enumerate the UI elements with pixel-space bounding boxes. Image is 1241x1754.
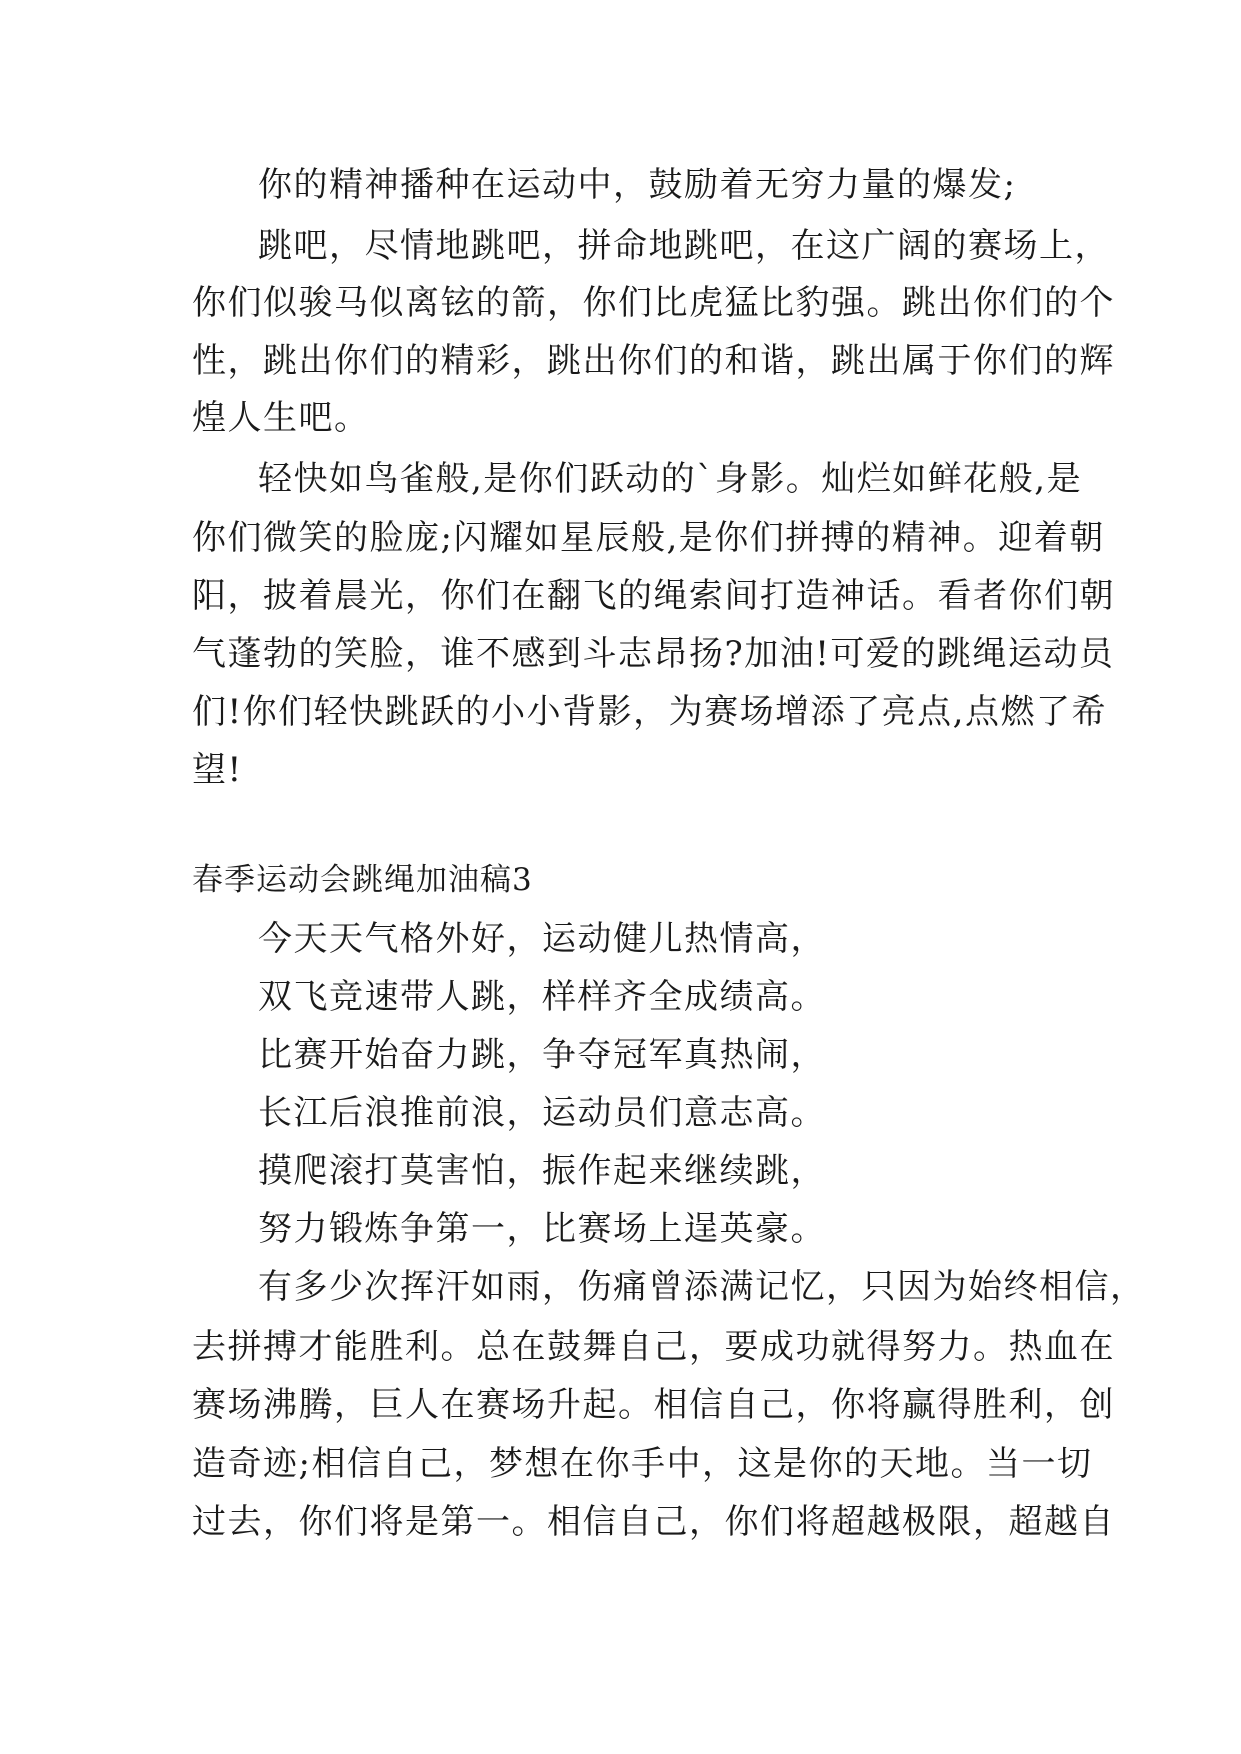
poem-line-2: 双飞竞速带人跳，样样齐全成绩高。	[258, 977, 826, 1017]
paragraph-3-line-3: 阳，披着晨光，你们在翻飞的绳索间打造神话。看者你们朝	[192, 576, 1115, 616]
paragraph-4-line-2: 去拼搏才能胜利。总在鼓舞自己，要成功就得努力。热血在	[192, 1327, 1115, 1367]
section-title: 春季运动会跳绳加油稿3	[192, 862, 533, 898]
paragraph-3-line-1: 轻快如鸟雀般,是你们跃动的`身影。灿烂如鲜花般,是	[258, 459, 1083, 499]
paragraph-2-line-2: 你们似骏马似离铉的箭，你们比虎猛比豹强。跳出你们的个	[192, 283, 1115, 323]
paragraph-3-line-2: 你们微笑的脸庞;闪耀如星辰般,是你们拼搏的精神。迎着朝	[192, 518, 1105, 558]
paragraph-2-line-1: 跳吧，尽情地跳吧，拼命地跳吧，在这广阔的赛场上，	[258, 226, 1110, 266]
paragraph-3-line-6: 望!	[192, 750, 243, 790]
paragraph-3-line-5: 们!你们轻快跳跃的小小背影，为赛场增添了亮点,点燃了希	[192, 692, 1107, 732]
paragraph-4-line-3: 赛场沸腾，巨人在赛场升起。相信自己，你将赢得胜利，创	[192, 1385, 1115, 1425]
paragraph-4-line-4: 造奇迹;相信自己，梦想在你手中，这是你的天地。当一切	[192, 1444, 1093, 1484]
poem-line-6: 努力锻炼争第一，比赛场上逞英豪。	[258, 1209, 826, 1249]
paragraph-4-line-5: 过去，你们将是第一。相信自己，你们将超越极限，超越自	[192, 1502, 1115, 1542]
poem-line-4: 长江后浪推前浪，运动员们意志高。	[258, 1093, 826, 1133]
poem-line-5: 摸爬滚打莫害怕，振作起来继续跳，	[258, 1151, 826, 1191]
poem-line-3: 比赛开始奋力跳，争夺冠军真热闹，	[258, 1035, 826, 1075]
paragraph-1-line-1: 你的精神播种在运动中，鼓励着无穷力量的爆发;	[258, 165, 1017, 205]
paragraph-2-line-3: 性，跳出你们的精彩，跳出你们的和谐，跳出属于你们的辉	[192, 341, 1115, 381]
paragraph-4-line-1: 有多少次挥汗如雨，伤痛曾添满记忆，只因为始终相信，	[258, 1267, 1146, 1307]
paragraph-3-line-4: 气蓬勃的笑脸，谁不感到斗志昂扬?加油!可爱的跳绳运动员	[192, 634, 1115, 674]
paragraph-2-line-4: 煌人生吧。	[192, 398, 370, 438]
poem-line-1: 今天天气格外好，运动健儿热情高，	[258, 919, 826, 959]
